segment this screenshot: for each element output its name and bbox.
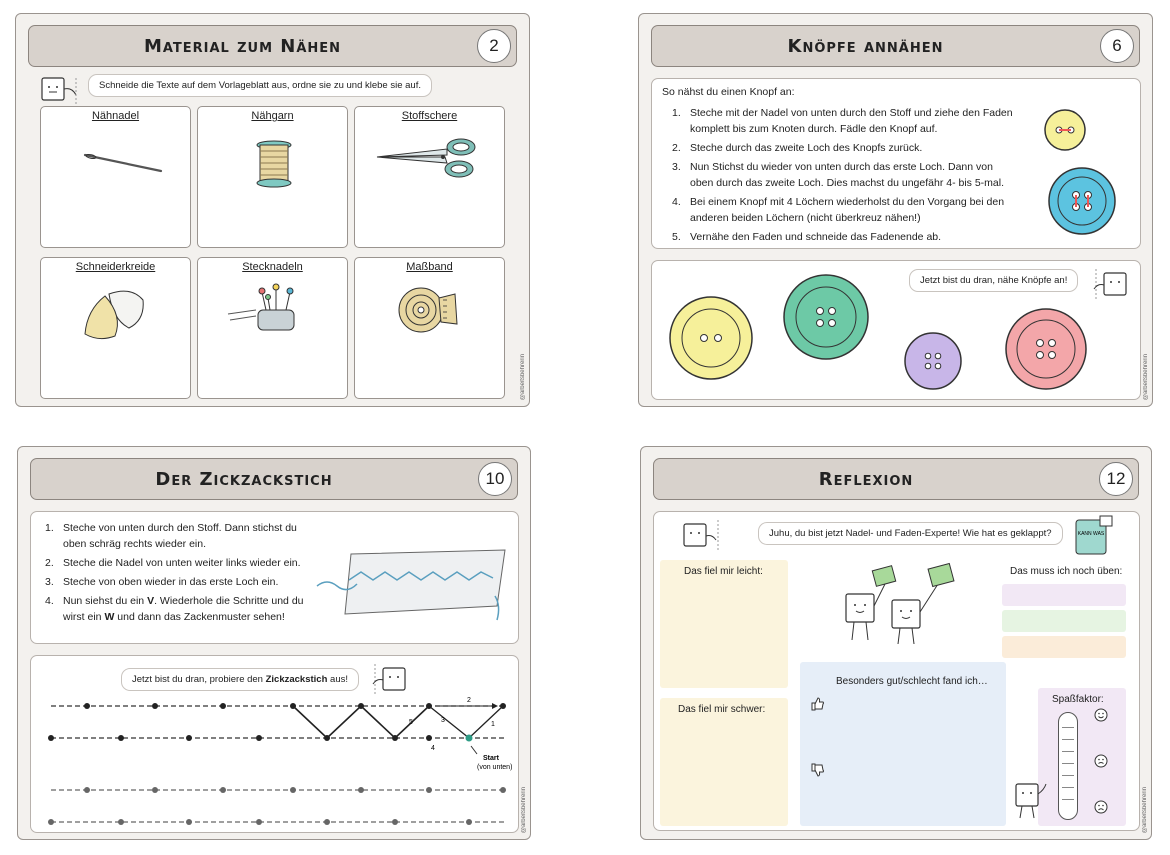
step-item: 4. Nun siehst du ein V. Wiederhole die Schritte und du wirst ein W und dann das Zackenmuster sehen! xyxy=(45,595,304,623)
steps-list xyxy=(662,105,1017,248)
svg-text:KANN WAS: KANN WAS xyxy=(1077,531,1105,537)
practice-panel xyxy=(651,260,1141,400)
best-worst-label: Besonders gut/schlecht fand ich… xyxy=(836,676,988,687)
mascot-icon xyxy=(678,516,726,556)
material-cell-scissors xyxy=(354,106,505,248)
page-number: 10 xyxy=(478,462,512,496)
svg-text:5: 5 xyxy=(409,719,413,726)
certificate-badge-icon xyxy=(1072,514,1116,562)
needle-icon xyxy=(41,129,192,239)
material-cell-needle xyxy=(40,106,191,248)
card-material xyxy=(15,13,530,407)
pincushion-icon xyxy=(198,280,349,390)
easy-box[interactable] xyxy=(660,560,788,688)
material-label: Nähgarn xyxy=(251,110,294,122)
card-header xyxy=(651,25,1140,67)
green-button-icon xyxy=(782,273,870,361)
step-item: 2. Steche die Nadel von unten weiter links wieder ein. xyxy=(45,557,301,569)
mascot-icon xyxy=(1008,778,1048,822)
card-reflexion xyxy=(640,446,1152,840)
zigzag-fabric-illustration xyxy=(309,536,509,626)
practice-panel xyxy=(30,655,519,833)
mascots-with-signs-illustration xyxy=(834,560,984,656)
card-header xyxy=(28,25,517,67)
thumbs-up-icon xyxy=(810,696,826,712)
yellow-button-icon xyxy=(668,295,754,381)
watermark: @arbeitsbehrerin xyxy=(1142,787,1148,834)
purple-button-icon xyxy=(903,331,963,391)
practice-line-1[interactable] xyxy=(1002,584,1126,606)
card-header xyxy=(30,458,518,500)
watermark: @arbeitsbehrerin xyxy=(520,354,526,401)
material-label: Schneiderkreide xyxy=(75,261,156,273)
scissors-icon xyxy=(355,129,506,239)
speech-bubble: Schneide die Texte auf dem Vorlageblatt aus, ordne sie zu und klebe sie auf. xyxy=(88,74,432,97)
watermark: @arbeitsbehrerin xyxy=(521,787,527,834)
svg-text:2: 2 xyxy=(467,697,471,704)
hard-box[interactable] xyxy=(660,698,788,826)
mascot-icon xyxy=(1086,265,1134,305)
material-label: Maßband xyxy=(406,261,453,273)
step-item: 3. Nun Stichst du wieder von unten durch das erste Loch. Dann von oben durch das zweite Loch. Dies machst du ungefähr 4- bis 5-mal. xyxy=(672,161,1005,189)
speech-bubble: Jetzt bist du dran, probiere den Zickzackstich aus! xyxy=(121,668,359,691)
material-cell-thread xyxy=(197,106,348,248)
step-item: 3. Steche von oben wieder in das erste Loch ein. xyxy=(45,576,279,588)
material-cell-chalk xyxy=(40,257,191,399)
page-number: 12 xyxy=(1099,462,1133,496)
zigzag-diagram xyxy=(31,692,520,832)
pink-button-icon xyxy=(1004,307,1088,391)
watermark: @arbeitsbehrerin xyxy=(1143,354,1149,401)
practice-label: Das muss ich noch üben: xyxy=(1010,566,1123,577)
svg-text:4: 4 xyxy=(431,745,435,752)
material-cell-pins xyxy=(197,257,348,399)
tailor-chalk-icon xyxy=(41,280,192,390)
mascot-icon xyxy=(38,74,86,110)
card-buttons xyxy=(638,13,1153,407)
material-label: Stoffschere xyxy=(401,110,458,122)
practice-line-2[interactable] xyxy=(1002,610,1126,632)
measuring-tape-icon xyxy=(355,280,506,390)
page-number: 2 xyxy=(477,29,511,63)
fun-factor-label: Spaßfaktor: xyxy=(1052,694,1104,705)
svg-text:(von unten): (von unten) xyxy=(477,764,513,771)
practice-line-3[interactable] xyxy=(1002,636,1126,658)
speech-bubble: Jetzt bist du dran, nähe Knöpfe an! xyxy=(909,269,1078,292)
instruction-panel xyxy=(30,511,519,644)
page-number: 6 xyxy=(1100,29,1134,63)
two-hole-button-icon xyxy=(1042,107,1088,153)
step-item: 4. Bei einem Knopf mit 4 Löchern wiederholst du den Vorgang bei den anderen beiden Löchern (nicht überkreuz nähen!) xyxy=(672,196,1005,224)
material-cell-tape xyxy=(354,257,505,399)
card-title: Material zum Nähen xyxy=(143,36,342,57)
fun-factor-thermometer[interactable] xyxy=(1058,712,1078,820)
hard-label: Das fiel mir schwer: xyxy=(678,704,766,715)
svg-text:1: 1 xyxy=(491,721,495,728)
fun-factor-box xyxy=(1038,688,1126,826)
svg-text:3: 3 xyxy=(441,717,445,724)
happy-face-icon xyxy=(1094,708,1108,722)
step-item: 2. Steche durch das zweite Loch des Knopfs zurück. xyxy=(672,142,923,154)
card-title: Reflexion xyxy=(818,469,914,490)
steps-list xyxy=(35,520,305,628)
neutral-face-icon xyxy=(1094,754,1108,768)
easy-label: Das fiel mir leicht: xyxy=(684,566,763,577)
card-title: Knöpfe annähen xyxy=(787,36,944,57)
four-hole-button-icon xyxy=(1047,166,1117,236)
step-item: 1. Steche von unten durch den Stoff. Dann stichst du oben schräg rechts wieder ein. xyxy=(45,522,297,550)
svg-text:Start: Start xyxy=(483,755,499,762)
material-label: Stecknadeln xyxy=(242,261,303,273)
reflection-panel xyxy=(653,511,1140,831)
best-worst-box[interactable] xyxy=(800,662,1006,826)
instruction-panel xyxy=(651,78,1141,249)
step-item: 5. Vernähe den Faden und schneide das Fadenende ab. xyxy=(672,231,942,243)
card-zigzag xyxy=(17,446,531,840)
card-title: Der Zickzackstich xyxy=(155,469,333,490)
card-header xyxy=(653,458,1139,500)
sad-face-icon xyxy=(1094,800,1108,814)
thumbs-down-icon xyxy=(810,762,826,778)
thread-spool-icon xyxy=(198,129,349,239)
step-item: 1. Steche mit der Nadel von unten durch den Stoff und ziehe den Faden komplett bis zum Knoten durch. Fädle den Knopf auf. xyxy=(672,107,1013,135)
intro-text: So nähst du einen Knopf an: xyxy=(662,86,795,98)
speech-bubble: Juhu, du bist jetzt Nadel- und Faden-Experte! Wie hat es geklappt? xyxy=(758,522,1063,545)
material-label: Nähnadel xyxy=(91,110,140,122)
